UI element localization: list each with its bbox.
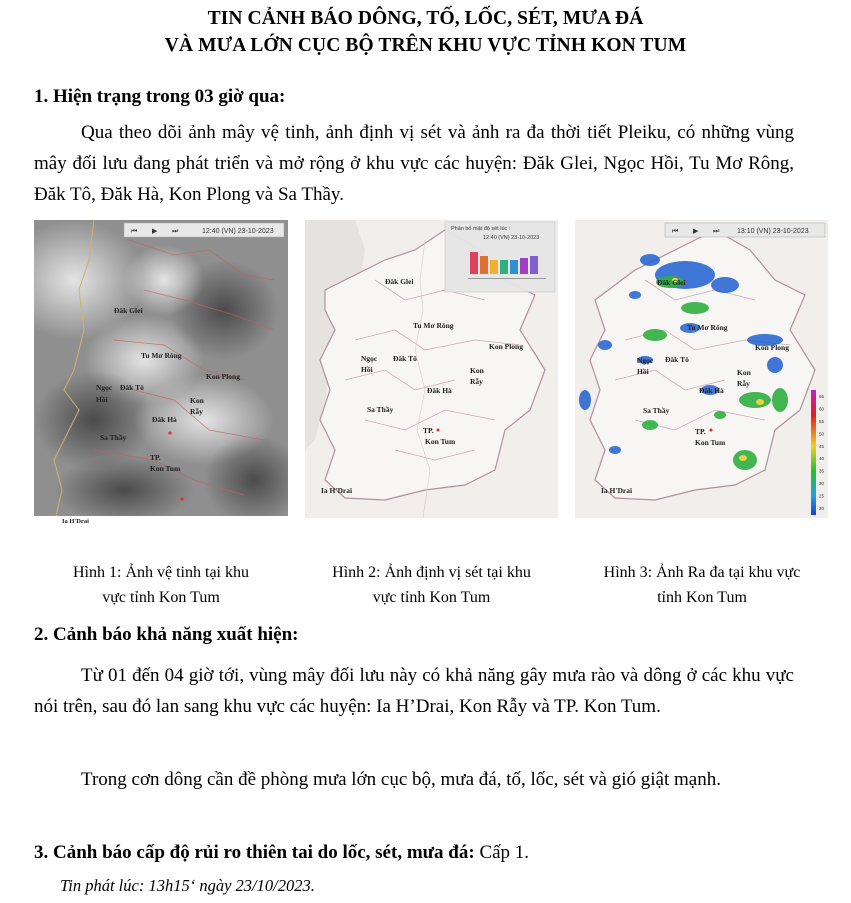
figure1-caption-line2: vực tỉnh Kon Tum (102, 589, 220, 606)
label-dak-to: Đăk Tô (665, 355, 689, 364)
label-tu-mo-rong: Tu Mơ Rông (141, 351, 182, 360)
lightning-image-figure (305, 220, 558, 518)
radar-scale-tick: 35 (819, 468, 825, 474)
label-kon-plong: Kon Plong (489, 342, 523, 351)
label-sa-thay: Sa Thầy (643, 406, 670, 415)
label-kon-ray-2: Rẫy (470, 377, 483, 386)
figure3-caption (572, 560, 832, 610)
label-kon-plong: Kon Plong (755, 343, 789, 352)
label-kon-tum: Kon Tum (425, 437, 456, 446)
label-dak-to: Đăk Tô (120, 383, 144, 392)
radar-scale-tick: 65 (819, 394, 825, 399)
svg-text:⏮: ⏮ (131, 228, 138, 235)
label-sa-thay: Sa Thầy (367, 405, 394, 414)
figure3-caption-line2: tỉnh Kon Tum (657, 589, 747, 606)
radar-scale-tick: 50 (819, 431, 825, 437)
label-ngoc-hoi-1: Ngọc (637, 356, 654, 365)
label-ia-hdrai: Ia H'Drai (62, 518, 89, 524)
svg-text:⏭: ⏭ (172, 228, 179, 235)
document-title-line2: VÀ MƯA LỚN CỤC BỘ TRÊN KHU VỰC TỈNH KON TUM (164, 35, 687, 56)
label-dak-glei: Đăk Glei (657, 278, 686, 287)
radar-scale-tick: 20 (819, 506, 825, 511)
issued-time: Tin phát lúc: 13h15‘ ngày 23/10/2023. (60, 876, 315, 895)
label-ia-hdrai: Ia H'Drai (601, 486, 633, 495)
svg-text:▶: ▶ (152, 228, 158, 235)
label-ngoc-hoi-1: Ngọc (96, 383, 113, 392)
lightning-legend-title: Phân bố mật độ sét lúc : (451, 226, 511, 232)
label-kon-ray-1: Kon (470, 366, 484, 375)
label-kon-ray-2: Rẫy (190, 407, 203, 416)
satellite-image-figure (34, 220, 288, 524)
section2-heading: 2. Cảnh báo khả năng xuất hiện: (34, 624, 299, 645)
section1-paragraph (34, 117, 794, 210)
satellite-timestamp: 12:40 (VN) 23-10-2023 (202, 228, 274, 235)
figure1-caption (34, 560, 288, 610)
section2-paragraph2 (34, 764, 794, 795)
risk-level: Cấp 1. (474, 842, 530, 863)
section3 (34, 840, 529, 866)
label-tu-mo-rong: Tu Mơ Rông (687, 323, 728, 332)
label-ngoc-hoi-2: Hồi (361, 365, 373, 374)
section2-paragraph1-text: Từ 01 đến 04 giờ tới, vùng mây đối lưu này có khả năng gây mưa rào và dông ở các khu vực nói trên, sau đó lan sang khu vực các huyện: Ia H’Drai, Kon Rẫy và TP. Kon Tum. (34, 665, 794, 717)
figure2-caption-line2: vực tỉnh Kon Tum (372, 589, 491, 606)
label-kon-plong: Kon Plong (206, 372, 240, 381)
section3-heading: 3. Cảnh báo cấp độ rủi ro thiên tai do lốc, sét, mưa đá: (34, 842, 475, 863)
section2-paragraph2-text: Trong cơn dông cần đề phòng mưa lớn cục bộ, mưa đá, tố, lốc, sét và gió giật mạnh. (81, 769, 721, 790)
radar-scale-tick: 25 (819, 493, 825, 499)
label-ngoc-hoi-1: Ngọc (361, 354, 378, 363)
label-kon-tum: Kon Tum (695, 438, 726, 447)
label-dak-glei: Đăk Glei (114, 306, 143, 315)
label-tp: TP. (150, 453, 161, 462)
label-dak-glei: Đăk Glei (385, 277, 414, 286)
label-kon-tum: Kon Tum (150, 464, 181, 473)
radar-image-figure (575, 220, 828, 518)
figure1-caption-line1: Hình 1: Ảnh vệ tinh tại khu (73, 564, 249, 581)
figure2-caption-line1: Hình 2: Ảnh định vị sét tại khu (332, 564, 531, 581)
label-tp: TP. (695, 427, 706, 436)
section1-heading: 1. Hiện trạng trong 03 giờ qua: (34, 86, 286, 107)
section2-paragraph1 (34, 660, 794, 722)
label-dak-ha: Đăk Hà (427, 386, 452, 395)
label-sa-thay: Sa Thầy (100, 433, 127, 442)
label-tu-mo-rong: Tu Mơ Rông (413, 321, 454, 330)
lightning-timestamp: 12:40 (VN) 23-10-2023 (483, 235, 540, 241)
label-dak-ha: Đăk Hà (699, 386, 724, 395)
label-ngoc-hoi-2: Hồi (96, 395, 108, 404)
radar-scale-tick: 55 (819, 418, 825, 424)
label-dak-ha: Đăk Hà (152, 415, 177, 424)
svg-text:▶: ▶ (693, 228, 699, 235)
label-ia-hdrai: Ia H'Drai (321, 486, 353, 495)
radar-timestamp: 13:10 (VN) 23-10-2023 (737, 228, 809, 235)
section1-paragraph-text: Qua theo dõi ảnh mây vệ tinh, ảnh định vị sét và ảnh ra đa thời tiết Pleiku, có những vùng mây đối lưu đang phát triển và mở rộng ở khu vực các huyện: Đăk Glei, Ngọc Hồi, Tu Mơ Rông, Đăk Tô, Đăk Hà, Kon Plong và Sa Thầy. (34, 122, 794, 205)
radar-scale-tick: 30 (819, 481, 825, 487)
label-kon-ray-2: Rẫy (737, 379, 750, 388)
svg-text:⏮: ⏮ (672, 228, 679, 235)
radar-scale-tick: 45 (819, 443, 825, 449)
label-tp: TP. (423, 426, 434, 435)
figure3-caption-line1: Hình 3: Ảnh Ra đa tại khu vực (603, 564, 801, 581)
radar-scale-tick: 40 (819, 456, 825, 462)
label-ngoc-hoi-2: Hồi (637, 367, 649, 376)
label-kon-ray-1: Kon (190, 396, 204, 405)
label-dak-to: Đăk Tô (393, 354, 417, 363)
radar-scale-tick: 60 (819, 406, 825, 412)
label-kon-ray-1: Kon (737, 368, 751, 377)
figure2-caption (300, 560, 563, 610)
svg-text:⏭: ⏭ (713, 228, 720, 235)
document-title-line1: TIN CẢNH BÁO DÔNG, TỐ, LỐC, SÉT, MƯA ĐÁ (207, 8, 644, 29)
